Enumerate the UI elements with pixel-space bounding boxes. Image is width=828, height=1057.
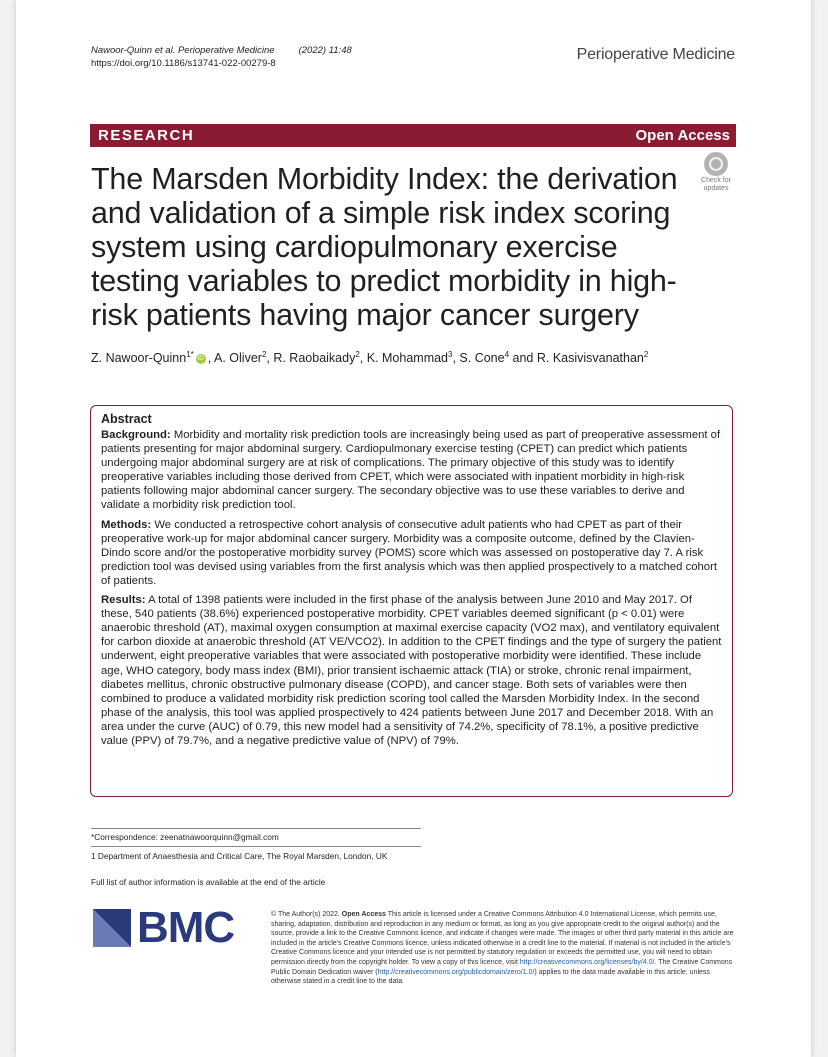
- abstract-box: [90, 405, 733, 797]
- check-updates-line2: updates: [703, 185, 729, 192]
- waiver-link[interactable]: http://creativecommons.org/publicdomain/zero/1.0/: [377, 968, 535, 976]
- footnote-divider: [91, 828, 421, 829]
- author-name: , A. Oliver: [207, 351, 262, 366]
- license-open-access: Open Access: [341, 911, 386, 918]
- license-body: This article is licensed under a Creative Commons Attribution 4.0 International License, which permits use, sharing, adaptation, distribution and reproduction in any medium or format, as long as you give appropriate credit to the original author(s) and the source, provide a link to the Creative Commons licence, and indicate if changes were made. The images or other third party material in this article are included in the article's Creative Commons licence, unless indicated otherwise in a credit line to the material. If material is not included in the article's Creative Commons licence and your intended use is not permitted by statutory regulation or exceeds the permitted use, you will need to obtain permission directly from the copyright holder. To view a copy of this licence, visit: [271, 911, 734, 966]
- section-label: RESEARCH: [98, 127, 195, 144]
- abstract-methods: [101, 518, 724, 588]
- check-updates-icon: [704, 152, 728, 176]
- license-mid: . The Creative Commons Public Domain Dedication waiver (: [271, 958, 733, 976]
- affiliation-note: 1 Department of Anaesthesia and Critical Care, The Royal Marsden, London, UK: [91, 851, 388, 861]
- author-list: [91, 350, 648, 365]
- open-access-label: Open Access: [635, 127, 730, 144]
- methods-text: We conducted a retrospective cohort analysis of consecutive adult patients who had CPET as part of their preoperative work-up for major abdominal cancer surgery. Morbidity was a composite outcome, defined by the Clavien-Dindo score and/or the postoperative morbidity survey (POMS) score which was assessed on postoperative day 7. A risk prediction tool was devised using variables from the first analysis which was then applied prospectively to a matched cohort of patients.: [101, 518, 717, 587]
- check-for-updates-badge[interactable]: [696, 152, 736, 192]
- citation-journal: Nawoor-Quinn et al. Perioperative Medicine: [91, 45, 275, 56]
- section-banner: [90, 124, 736, 147]
- license-end: ) applies to the data made available in this article, unless otherwise stated in a credit line to the data.: [271, 968, 710, 986]
- doi-link[interactable]: https://doi.org/10.1186/s13741-022-00279-8: [91, 58, 276, 69]
- author-name: and R. Kasivisvanathan: [509, 351, 644, 366]
- author-name: Z. Nawoor-Quinn: [91, 351, 187, 366]
- author-name: , K. Mohammad: [359, 351, 449, 366]
- license-copyright: © The Author(s) 2022.: [271, 911, 342, 918]
- results-label: Results:: [101, 594, 146, 607]
- background-label: Background:: [101, 429, 171, 441]
- abstract-results: [101, 593, 724, 748]
- methods-label: Methods:: [101, 518, 152, 531]
- license-text: [271, 910, 741, 987]
- check-updates-line1: Check for: [701, 177, 731, 184]
- author-name: , R. Raobaikady: [266, 351, 356, 366]
- abstract-background: [101, 428, 724, 513]
- author-name: , S. Cone: [452, 351, 505, 366]
- footnote-divider: [91, 846, 421, 847]
- license-link[interactable]: http://creativecommons.org/licenses/by/4.0/: [519, 958, 655, 966]
- abstract-heading: Abstract: [101, 412, 152, 426]
- author-affiliation: 2: [261, 350, 267, 359]
- paper-page: [16, 0, 811, 1057]
- bmc-logo: [93, 903, 253, 952]
- article-title: The Marsden Morbidity Index: the derivation and validation of a simple risk index scoring system using cardiopulmonary exercise testing variables to predict morbidity in high-risk patients having major cancer surgery: [91, 162, 678, 332]
- author-affiliation: 2: [355, 350, 360, 359]
- author-affiliation: 1*: [186, 350, 194, 359]
- citation-year: (2022) 11:48: [298, 45, 352, 56]
- author-affiliation: 4: [504, 350, 510, 359]
- results-text: A total of 1398 patients were included in the first phase of the analysis between June 2010 and May 2017. Of these, 540 patients (38.6%) experienced postoperative morbidity. CPET variables deemed significant (p < 0.01) were anaerobic threshold (AT), maximal oxygen consumption at maximal exercise capacity (VO2 max), and ventilatory equivalent for carbon dioxide at anaerobic threshold (AT VE/VCO2). In addition to the CPET findings and the type of surgery the patient underwent, eight preoperative variables that were associated with postoperative morbidity were identified. These include age, WHO category, body mass index (BMI), prior transient ischaemic attack (TIA) or stroke, chronic renal impairment, diabetes mellitus, chronic obstructive pulmonary disease (COPD), and cancer stage. Both sets of variables were then combined to produce a validated morbidity risk prediction scoring tool called the Marsden Morbidity Index. In the second phase of the analysis, this tool was applied prospectively to 424 patients between June 2017 and December 2018. With an area under the curve (AUC) of 0.79, this new model had a sensitivity of 74.2%, specificity of 78.1%, a positive predictive value (PPV) of 79.7%, and a negative predictive value of (NPV) of 79%.: [101, 594, 722, 747]
- background-text: Morbidity and mortality risk prediction tools are increasingly being used as part of preoperative assessment of patients presenting for major abdominal surgery. Cardiopulmonary exercise testing (CPET) can predict which patients undergoing major abdominal surgery are at risk of complications. The primary objective of this study was to identify preoperative variables including those derived from CPET, which were associated with inpatient morbidity in high-risk patients following major abdominal cancer surgery. The secondary objective was to use these variables to derive and validate a morbidity risk prediction tool.: [101, 429, 721, 512]
- author-affiliation: 2: [643, 350, 649, 359]
- author-affiliation: 3: [448, 350, 453, 359]
- author-info-note: Full list of author information is available at the end of the article: [91, 877, 326, 887]
- bmc-logo-text: BMC: [137, 903, 235, 952]
- journal-name: Perioperative Medicine: [576, 46, 735, 63]
- correspondence-note: *Correspondence: zeenatnawoorquinn@gmail.com: [91, 832, 279, 842]
- citation-header: [91, 44, 352, 70]
- orcid-icon[interactable]: iD: [196, 354, 206, 364]
